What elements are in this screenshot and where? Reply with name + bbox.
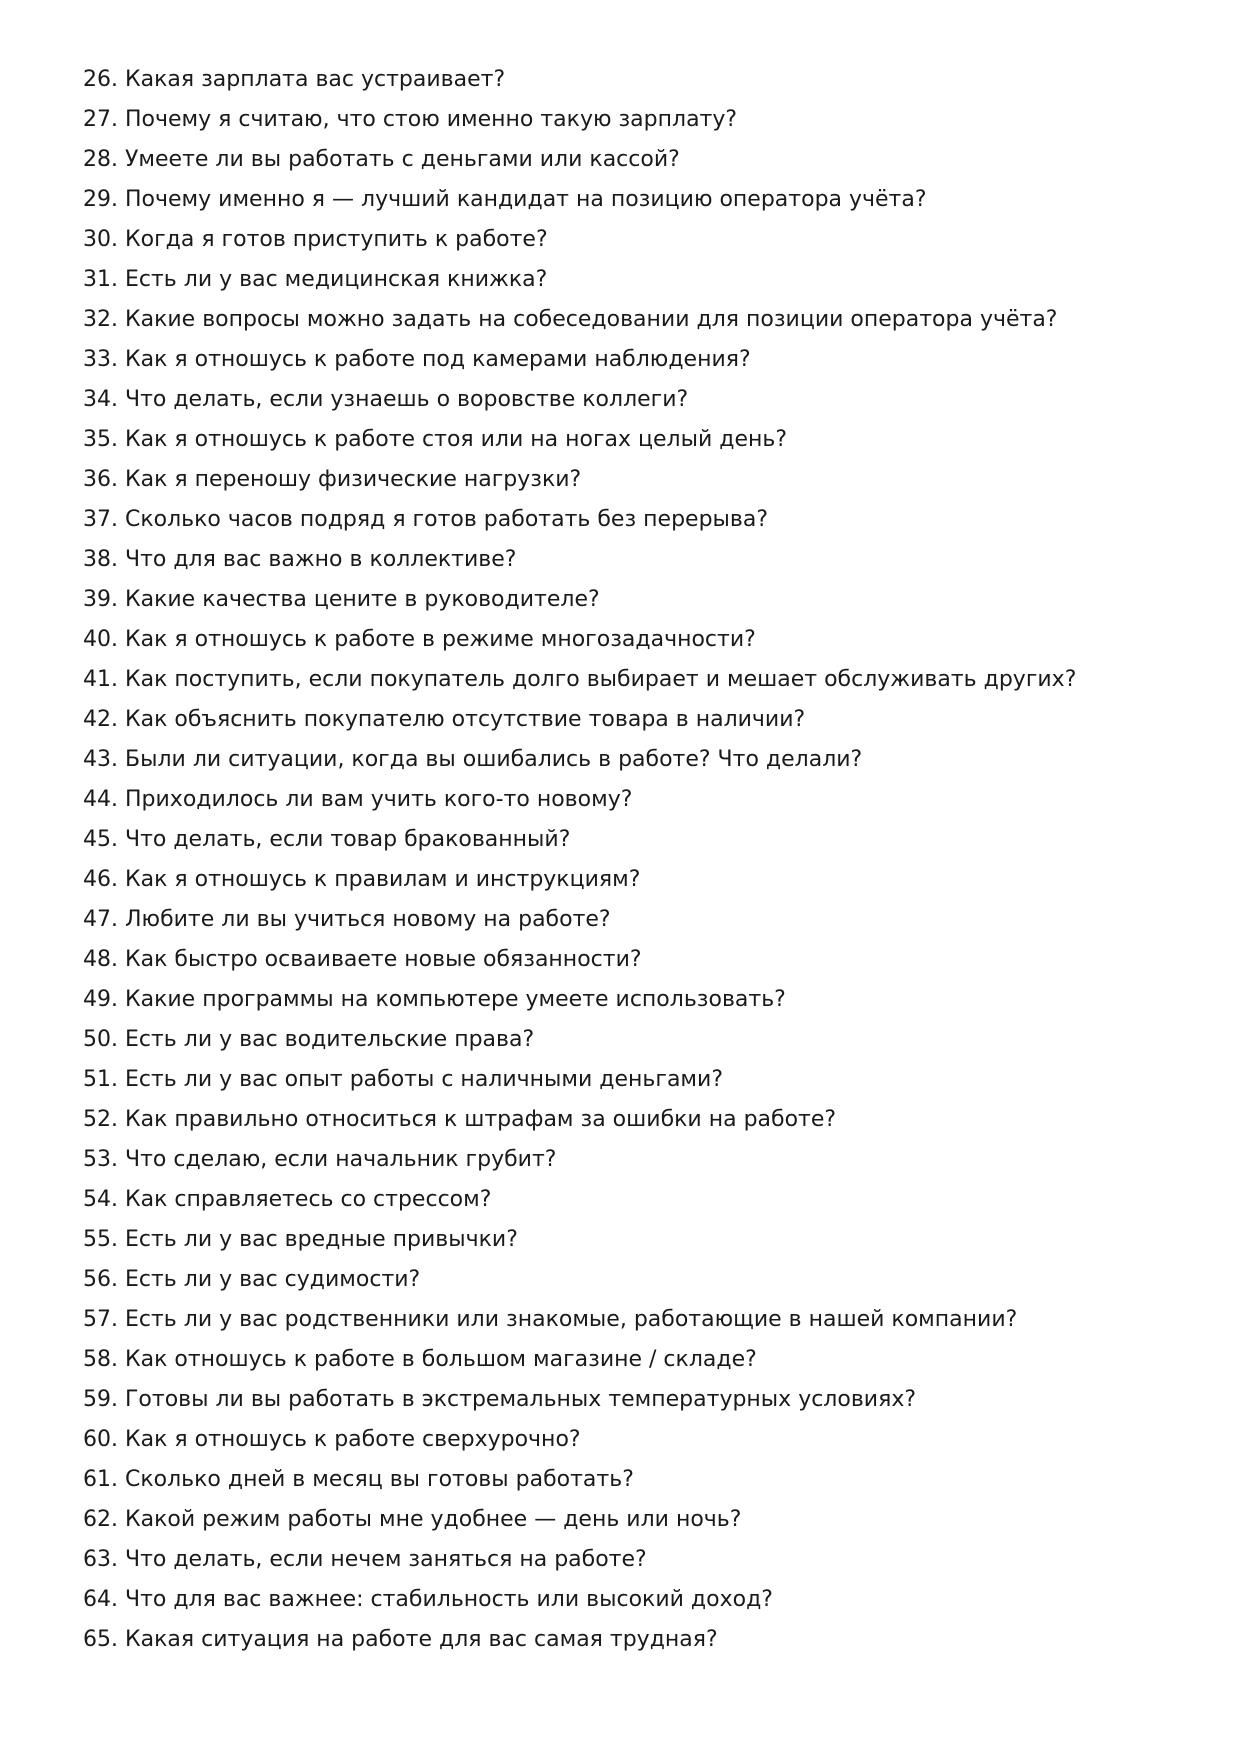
question-text: Как правильно относиться к штрафам за ошибки на работе? [125, 1107, 837, 1132]
question-text: Какой режим работы мне удобнее — день или ночь? [125, 1507, 742, 1532]
question-number: 45. [83, 827, 118, 852]
question-item [83, 380, 1076, 420]
question-text: Как я отношусь к работе сверхурочно? [125, 1427, 581, 1452]
question-item [83, 1420, 1076, 1460]
question-text: Сколько часов подряд я готов работать без перерыва? [125, 507, 769, 532]
question-text: Готовы ли вы работать в экстремальных температурных условиях? [125, 1387, 917, 1412]
question-number: 30. [83, 227, 118, 252]
question-item [83, 780, 1076, 820]
question-text: Приходилось ли вам учить кого-то новому? [125, 787, 633, 812]
question-text: Как объяснить покупателю отсутствие товара в наличии? [125, 707, 806, 732]
question-number: 40. [83, 627, 118, 652]
question-text: Что для вас важнее: стабильность или высокий доход? [125, 1587, 773, 1612]
question-item [83, 1140, 1076, 1180]
question-item [83, 1380, 1076, 1420]
question-number: 60. [83, 1427, 118, 1452]
question-item [83, 1620, 1076, 1660]
question-text: Когда я готов приступить к работе? [125, 227, 548, 252]
question-number: 31. [83, 267, 118, 292]
question-item [83, 700, 1076, 740]
question-text: Как я отношусь к работе под камерами наблюдения? [125, 347, 751, 372]
question-text: Как справляетесь со стрессом? [125, 1187, 492, 1212]
question-number: 26. [83, 67, 118, 92]
question-item [83, 1500, 1076, 1540]
question-item [83, 1340, 1076, 1380]
question-number: 34. [83, 387, 118, 412]
question-item [83, 140, 1076, 180]
question-number: 56. [83, 1267, 118, 1292]
question-item [83, 1580, 1076, 1620]
question-item [83, 220, 1076, 260]
question-item [83, 500, 1076, 540]
question-text: Есть ли у вас опыт работы с наличными деньгами? [125, 1067, 724, 1092]
question-number: 64. [83, 1587, 118, 1612]
question-text: Какие вопросы можно задать на собеседовании для позиции оператора учёта? [125, 307, 1058, 332]
question-number: 35. [83, 427, 118, 452]
question-item [83, 1180, 1076, 1220]
question-number: 54. [83, 1187, 118, 1212]
question-number: 52. [83, 1107, 118, 1132]
question-text: Что делать, если товар бракованный? [125, 827, 571, 852]
question-number: 29. [83, 187, 118, 212]
question-number: 49. [83, 987, 118, 1012]
question-item [83, 620, 1076, 660]
question-number: 33. [83, 347, 118, 372]
question-number: 39. [83, 587, 118, 612]
question-item [83, 940, 1076, 980]
question-number: 51. [83, 1067, 118, 1092]
question-item [83, 740, 1076, 780]
question-text: Как я отношусь к работе в режиме многозадачности? [125, 627, 756, 652]
question-text: Есть ли у вас судимости? [125, 1267, 421, 1292]
question-number: 48. [83, 947, 118, 972]
question-text: Есть ли у вас водительские права? [125, 1027, 535, 1052]
question-number: 28. [83, 147, 118, 172]
question-number: 50. [83, 1027, 118, 1052]
question-text: Почему именно я — лучший кандидат на позицию оператора учёта? [125, 187, 927, 212]
question-list [83, 60, 1076, 1660]
question-text: Что делать, если узнаешь о воровстве коллеги? [125, 387, 689, 412]
question-item [83, 860, 1076, 900]
question-text: Какая ситуация на работе для вас самая трудная? [125, 1627, 718, 1652]
question-text: Какая зарплата вас устраивает? [125, 67, 506, 92]
question-text: Какие качества цените в руководителе? [125, 587, 600, 612]
question-item [83, 660, 1076, 700]
question-text: Есть ли у вас медицинская книжка? [125, 267, 548, 292]
question-number: 55. [83, 1227, 118, 1252]
question-number: 38. [83, 547, 118, 572]
question-number: 37. [83, 507, 118, 532]
question-number: 61. [83, 1467, 118, 1492]
question-item [83, 100, 1076, 140]
question-number: 43. [83, 747, 118, 772]
question-item [83, 260, 1076, 300]
question-text: Сколько дней в месяц вы готовы работать? [125, 1467, 634, 1492]
question-item [83, 1260, 1076, 1300]
question-number: 63. [83, 1547, 118, 1572]
question-text: Как я отношусь к работе стоя или на ногах целый день? [125, 427, 788, 452]
question-text: Любите ли вы учиться новому на работе? [125, 907, 611, 932]
question-item [83, 540, 1076, 580]
question-text: Как быстро осваиваете новые обязанности? [125, 947, 642, 972]
question-number: 62. [83, 1507, 118, 1532]
question-item [83, 1100, 1076, 1140]
question-number: 36. [83, 467, 118, 492]
question-item [83, 1540, 1076, 1580]
question-text: Есть ли у вас вредные привычки? [125, 1227, 518, 1252]
question-item [83, 340, 1076, 380]
question-item [83, 1060, 1076, 1100]
question-text: Умеете ли вы работать с деньгами или кассой? [125, 147, 680, 172]
question-text: Были ли ситуации, когда вы ошибались в работе? Что делали? [125, 747, 863, 772]
question-number: 57. [83, 1307, 118, 1332]
question-number: 53. [83, 1147, 118, 1172]
question-text: Почему я считаю, что стою именно такую зарплату? [125, 107, 738, 132]
question-item [83, 420, 1076, 460]
question-number: 32. [83, 307, 118, 332]
question-item [83, 900, 1076, 940]
question-text: Как поступить, если покупатель долго выбирает и мешает обслуживать других? [125, 667, 1077, 692]
question-item [83, 1460, 1076, 1500]
question-number: 27. [83, 107, 118, 132]
question-text: Что для вас важно в коллективе? [125, 547, 517, 572]
question-text: Что делать, если нечем заняться на работе? [125, 1547, 647, 1572]
question-number: 58. [83, 1347, 118, 1372]
question-number: 65. [83, 1627, 118, 1652]
question-item [83, 580, 1076, 620]
question-number: 46. [83, 867, 118, 892]
question-item [83, 1300, 1076, 1340]
question-number: 42. [83, 707, 118, 732]
question-text: Как я переношу физические нагрузки? [125, 467, 582, 492]
question-item [83, 60, 1076, 100]
question-text: Какие программы на компьютере умеете использовать? [125, 987, 786, 1012]
question-item [83, 820, 1076, 860]
question-number: 44. [83, 787, 118, 812]
question-text: Как я отношусь к правилам и инструкциям? [125, 867, 641, 892]
question-number: 47. [83, 907, 118, 932]
question-text: Что сделаю, если начальник грубит? [125, 1147, 557, 1172]
question-item [83, 980, 1076, 1020]
question-item [83, 460, 1076, 500]
question-item [83, 1020, 1076, 1060]
question-item [83, 180, 1076, 220]
question-text: Как отношусь к работе в большом магазине / складе? [125, 1347, 757, 1372]
question-item [83, 1220, 1076, 1260]
question-text: Есть ли у вас родственники или знакомые, работающие в нашей компании? [125, 1307, 1018, 1332]
question-number: 59. [83, 1387, 118, 1412]
question-item [83, 300, 1076, 340]
question-number: 41. [83, 667, 118, 692]
